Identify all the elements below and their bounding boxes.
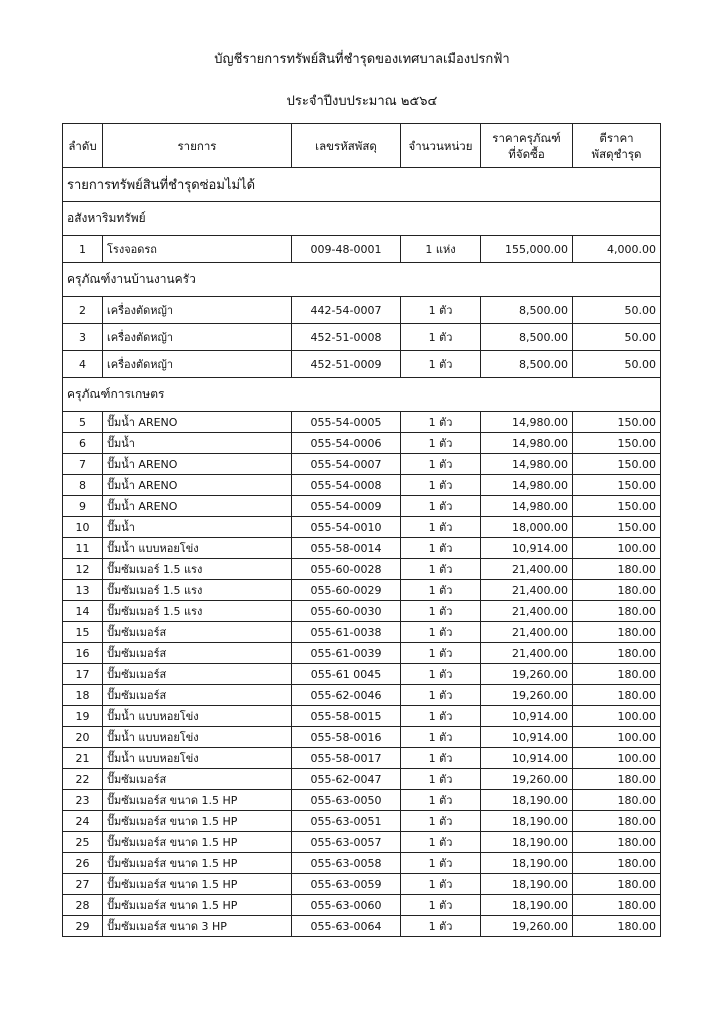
- cell-no: 27: [63, 874, 103, 895]
- header-value: [573, 124, 661, 168]
- cell-price: 18,190.00: [481, 832, 573, 853]
- cell-price: 18,190.00: [481, 874, 573, 895]
- table-row: [63, 351, 661, 378]
- cell-no: 9: [63, 496, 103, 517]
- cell-price: 8,500.00: [481, 324, 573, 351]
- cell-value: 150.00: [573, 412, 661, 433]
- cell-qty: 1 ตัว: [401, 832, 481, 853]
- table-row: [63, 895, 661, 916]
- cell-value: 100.00: [573, 706, 661, 727]
- cell-qty: 1 ตัว: [401, 811, 481, 832]
- cell-code: 055-54-0006: [292, 433, 401, 454]
- cell-value: 100.00: [573, 538, 661, 559]
- cell-item: ปั๊มน้ำ ARENO: [103, 496, 292, 517]
- cell-code: 055-54-0010: [292, 517, 401, 538]
- cell-price: 14,980.00: [481, 433, 573, 454]
- cell-no: 29: [63, 916, 103, 937]
- cell-qty: 1 ตัว: [401, 916, 481, 937]
- group-name: อสังหาริมทรัพย์: [63, 202, 661, 236]
- cell-no: 13: [63, 580, 103, 601]
- table-row: [63, 685, 661, 706]
- cell-price: 19,260.00: [481, 685, 573, 706]
- table-row: [63, 832, 661, 853]
- cell-code: 055-62-0046: [292, 685, 401, 706]
- cell-code: 055-54-0007: [292, 454, 401, 475]
- header-value-line2: พัสดุชำรุด: [591, 146, 642, 161]
- cell-qty: 1 ตัว: [401, 706, 481, 727]
- cell-item: ปั๊มซัมเมอร์ส ขนาด 1.5 HP: [103, 874, 292, 895]
- cell-item: โรงจอดรถ: [103, 236, 292, 263]
- cell-price: 8,500.00: [481, 351, 573, 378]
- cell-qty: 1 ตัว: [401, 412, 481, 433]
- cell-code: 055-60-0029: [292, 580, 401, 601]
- cell-no: 18: [63, 685, 103, 706]
- cell-qty: 1 ตัว: [401, 351, 481, 378]
- cell-price: 14,980.00: [481, 475, 573, 496]
- cell-value: 50.00: [573, 324, 661, 351]
- cell-code: 055-63-0060: [292, 895, 401, 916]
- cell-no: 15: [63, 622, 103, 643]
- cell-code: 055-63-0050: [292, 790, 401, 811]
- cell-code: 442-54-0007: [292, 297, 401, 324]
- cell-code: 055-54-0009: [292, 496, 401, 517]
- table-row: [63, 601, 661, 622]
- cell-no: 24: [63, 811, 103, 832]
- cell-qty: 1 ตัว: [401, 496, 481, 517]
- cell-code: 055-63-0059: [292, 874, 401, 895]
- cell-item: ปั๊มซัมเมอร์ 1.5 แรง: [103, 559, 292, 580]
- cell-price: 10,914.00: [481, 538, 573, 559]
- cell-no: 22: [63, 769, 103, 790]
- cell-item: ปั๊มซัมเมอร์ส ขนาด 1.5 HP: [103, 853, 292, 874]
- table-row: [63, 664, 661, 685]
- cell-value: 180.00: [573, 559, 661, 580]
- table-row: [63, 874, 661, 895]
- cell-qty: 1 ตัว: [401, 580, 481, 601]
- cell-price: 155,000.00: [481, 236, 573, 263]
- cell-value: 50.00: [573, 297, 661, 324]
- cell-code: 055-62-0047: [292, 769, 401, 790]
- cell-price: 18,190.00: [481, 790, 573, 811]
- cell-price: 10,914.00: [481, 727, 573, 748]
- cell-code: 452-51-0009: [292, 351, 401, 378]
- group-header-row: [63, 263, 661, 297]
- cell-code: 055-63-0064: [292, 916, 401, 937]
- table-row: [63, 236, 661, 263]
- cell-code: 055-63-0058: [292, 853, 401, 874]
- cell-item: ปั๊มซัมเมอร์ส: [103, 685, 292, 706]
- cell-qty: 1 ตัว: [401, 475, 481, 496]
- cell-item: ปั๊มน้ำ: [103, 433, 292, 454]
- cell-qty: 1 ตัว: [401, 324, 481, 351]
- table-row: [63, 790, 661, 811]
- cell-no: 26: [63, 853, 103, 874]
- cell-price: 21,400.00: [481, 601, 573, 622]
- cell-qty: 1 ตัว: [401, 454, 481, 475]
- cell-item: ปั๊มน้ำ แบบหอยโข่ง: [103, 706, 292, 727]
- cell-no: 14: [63, 601, 103, 622]
- cell-qty: 1 ตัว: [401, 853, 481, 874]
- cell-item: เครื่องตัดหญ้า: [103, 351, 292, 378]
- table-row: [63, 580, 661, 601]
- cell-value: 180.00: [573, 664, 661, 685]
- cell-value: 4,000.00: [573, 236, 661, 263]
- table-row: [63, 454, 661, 475]
- cell-qty: 1 ตัว: [401, 433, 481, 454]
- header-value-line1: ตีราคา: [599, 130, 634, 145]
- header-price: [481, 124, 573, 168]
- cell-no: 16: [63, 643, 103, 664]
- cell-price: 18,000.00: [481, 517, 573, 538]
- cell-value: 150.00: [573, 517, 661, 538]
- cell-value: 100.00: [573, 727, 661, 748]
- cell-qty: 1 ตัว: [401, 559, 481, 580]
- cell-no: 4: [63, 351, 103, 378]
- document-subtitle: ประจำปีงบประมาณ ๒๕๖๔: [286, 94, 438, 109]
- table-row: [63, 811, 661, 832]
- cell-price: 21,400.00: [481, 559, 573, 580]
- cell-item: ปั๊มน้ำ: [103, 517, 292, 538]
- cell-qty: 1 ตัว: [401, 664, 481, 685]
- cell-qty: 1 ตัว: [401, 790, 481, 811]
- cell-no: 25: [63, 832, 103, 853]
- table-body: [63, 168, 661, 937]
- cell-code: 055-58-0015: [292, 706, 401, 727]
- table-row: [63, 853, 661, 874]
- cell-code: 055-63-0057: [292, 832, 401, 853]
- cell-value: 180.00: [573, 769, 661, 790]
- header-code: เลขรหัสพัสดุ: [292, 124, 401, 168]
- cell-item: เครื่องตัดหญ้า: [103, 324, 292, 351]
- group-name: ครุภัณฑ์การเกษตร: [63, 378, 661, 412]
- cell-value: 180.00: [573, 790, 661, 811]
- cell-no: 17: [63, 664, 103, 685]
- group-header-row: [63, 202, 661, 236]
- cell-code: 055-61-0038: [292, 622, 401, 643]
- section-title: รายการทรัพย์สินที่ชำรุดซ่อมไม่ได้: [63, 168, 661, 202]
- cell-no: 23: [63, 790, 103, 811]
- cell-value: 150.00: [573, 496, 661, 517]
- cell-price: 19,260.00: [481, 916, 573, 937]
- cell-no: 1: [63, 236, 103, 263]
- cell-item: ปั๊มน้ำ ARENO: [103, 454, 292, 475]
- table-row: [63, 622, 661, 643]
- cell-qty: 1 ตัว: [401, 895, 481, 916]
- cell-price: 14,980.00: [481, 412, 573, 433]
- header-qty: จำนวนหน่วย: [401, 124, 481, 168]
- cell-no: 21: [63, 748, 103, 769]
- cell-item: ปั๊มซัมเมอร์ส ขนาด 1.5 HP: [103, 895, 292, 916]
- table-row: [63, 643, 661, 664]
- cell-price: 21,400.00: [481, 622, 573, 643]
- cell-code: 009-48-0001: [292, 236, 401, 263]
- table-row: [63, 727, 661, 748]
- table-row: [63, 706, 661, 727]
- cell-no: 2: [63, 297, 103, 324]
- cell-qty: 1 ตัว: [401, 874, 481, 895]
- cell-qty: 1 ตัว: [401, 748, 481, 769]
- cell-code: 452-51-0008: [292, 324, 401, 351]
- document-title: บัญชีรายการทรัพย์สินที่ชำรุดของเทศบาลเมืองปรกฟ้า: [214, 52, 510, 67]
- cell-code: 055-54-0005: [292, 412, 401, 433]
- table-row: [63, 748, 661, 769]
- table-row: [63, 496, 661, 517]
- cell-code: 055-58-0016: [292, 727, 401, 748]
- header-no: ลำดับ: [63, 124, 103, 168]
- cell-qty: 1 ตัว: [401, 769, 481, 790]
- cell-price: 18,190.00: [481, 811, 573, 832]
- cell-price: 10,914.00: [481, 748, 573, 769]
- table-row: [63, 475, 661, 496]
- cell-qty: 1 ตัว: [401, 517, 481, 538]
- cell-qty: 1 ตัว: [401, 643, 481, 664]
- cell-no: 20: [63, 727, 103, 748]
- table-row: [63, 916, 661, 937]
- cell-no: 8: [63, 475, 103, 496]
- table-row: [63, 559, 661, 580]
- cell-price: 19,260.00: [481, 769, 573, 790]
- cell-qty: 1 ตัว: [401, 685, 481, 706]
- cell-item: เครื่องตัดหญ้า: [103, 297, 292, 324]
- cell-price: 10,914.00: [481, 706, 573, 727]
- table-row: [63, 517, 661, 538]
- cell-qty: 1 ตัว: [401, 622, 481, 643]
- cell-item: ปั๊มซัมเมอร์ส: [103, 643, 292, 664]
- cell-item: ปั๊มซัมเมอร์ 1.5 แรง: [103, 580, 292, 601]
- cell-no: 28: [63, 895, 103, 916]
- cell-qty: 1 ตัว: [401, 538, 481, 559]
- cell-value: 180.00: [573, 874, 661, 895]
- cell-price: 14,980.00: [481, 496, 573, 517]
- cell-item: ปั๊มน้ำ แบบหอยโข่ง: [103, 727, 292, 748]
- cell-qty: 1 แห่ง: [401, 236, 481, 263]
- cell-item: ปั๊มซัมเมอร์ 1.5 แรง: [103, 601, 292, 622]
- header-price-line1: ราคาครุภัณฑ์: [492, 130, 561, 145]
- cell-value: 150.00: [573, 433, 661, 454]
- table-row: [63, 769, 661, 790]
- cell-price: 18,190.00: [481, 895, 573, 916]
- cell-code: 055-60-0030: [292, 601, 401, 622]
- cell-item: ปั๊มน้ำ ARENO: [103, 475, 292, 496]
- cell-item: ปั๊มซัมเมอร์ส ขนาด 1.5 HP: [103, 811, 292, 832]
- cell-value: 180.00: [573, 811, 661, 832]
- cell-no: 11: [63, 538, 103, 559]
- cell-value: 180.00: [573, 895, 661, 916]
- cell-item: ปั๊มซัมเมอร์ส: [103, 769, 292, 790]
- header-price-line2: ที่จัดซื้อ: [508, 146, 545, 161]
- cell-value: 180.00: [573, 580, 661, 601]
- table-row: [63, 538, 661, 559]
- cell-item: ปั๊มซัมเมอร์ส: [103, 622, 292, 643]
- cell-value: 180.00: [573, 853, 661, 874]
- cell-value: 150.00: [573, 475, 661, 496]
- table-row: [63, 324, 661, 351]
- cell-no: 5: [63, 412, 103, 433]
- cell-value: 180.00: [573, 916, 661, 937]
- cell-code: 055-63-0051: [292, 811, 401, 832]
- cell-qty: 1 ตัว: [401, 601, 481, 622]
- cell-item: ปั๊มน้ำ ARENO: [103, 412, 292, 433]
- cell-price: 18,190.00: [481, 853, 573, 874]
- cell-no: 12: [63, 559, 103, 580]
- cell-item: ปั๊มน้ำ แบบหอยโข่ง: [103, 538, 292, 559]
- table-header-row: [63, 124, 661, 168]
- cell-value: 100.00: [573, 748, 661, 769]
- cell-item: ปั๊มซัมเมอร์ส ขนาด 1.5 HP: [103, 832, 292, 853]
- cell-no: 6: [63, 433, 103, 454]
- cell-code: 055-61-0039: [292, 643, 401, 664]
- cell-value: 180.00: [573, 685, 661, 706]
- cell-value: 180.00: [573, 622, 661, 643]
- cell-value: 180.00: [573, 832, 661, 853]
- table-row: [63, 297, 661, 324]
- section-title-row: [63, 168, 661, 202]
- cell-qty: 1 ตัว: [401, 727, 481, 748]
- cell-item: ปั๊มซัมเมอร์ส ขนาด 3 HP: [103, 916, 292, 937]
- cell-qty: 1 ตัว: [401, 297, 481, 324]
- cell-price: 19,260.00: [481, 664, 573, 685]
- cell-value: 50.00: [573, 351, 661, 378]
- header-item: รายการ: [103, 124, 292, 168]
- cell-price: 21,400.00: [481, 580, 573, 601]
- cell-code: 055-54-0008: [292, 475, 401, 496]
- cell-code: 055-58-0014: [292, 538, 401, 559]
- cell-item: ปั๊มน้ำ แบบหอยโข่ง: [103, 748, 292, 769]
- cell-item: ปั๊มซัมเมอร์ส: [103, 664, 292, 685]
- cell-no: 19: [63, 706, 103, 727]
- cell-code: 055-58-0017: [292, 748, 401, 769]
- cell-value: 180.00: [573, 643, 661, 664]
- table-row: [63, 433, 661, 454]
- cell-no: 3: [63, 324, 103, 351]
- group-header-row: [63, 378, 661, 412]
- cell-price: 21,400.00: [481, 643, 573, 664]
- group-name: ครุภัณฑ์งานบ้านงานครัว: [63, 263, 661, 297]
- asset-table: [62, 123, 661, 937]
- cell-price: 8,500.00: [481, 297, 573, 324]
- table-row: [63, 412, 661, 433]
- cell-value: 150.00: [573, 454, 661, 475]
- cell-no: 7: [63, 454, 103, 475]
- cell-price: 14,980.00: [481, 454, 573, 475]
- cell-item: ปั๊มซัมเมอร์ส ขนาด 1.5 HP: [103, 790, 292, 811]
- cell-code: 055-60-0028: [292, 559, 401, 580]
- cell-code: 055-61 0045: [292, 664, 401, 685]
- cell-value: 180.00: [573, 601, 661, 622]
- cell-no: 10: [63, 517, 103, 538]
